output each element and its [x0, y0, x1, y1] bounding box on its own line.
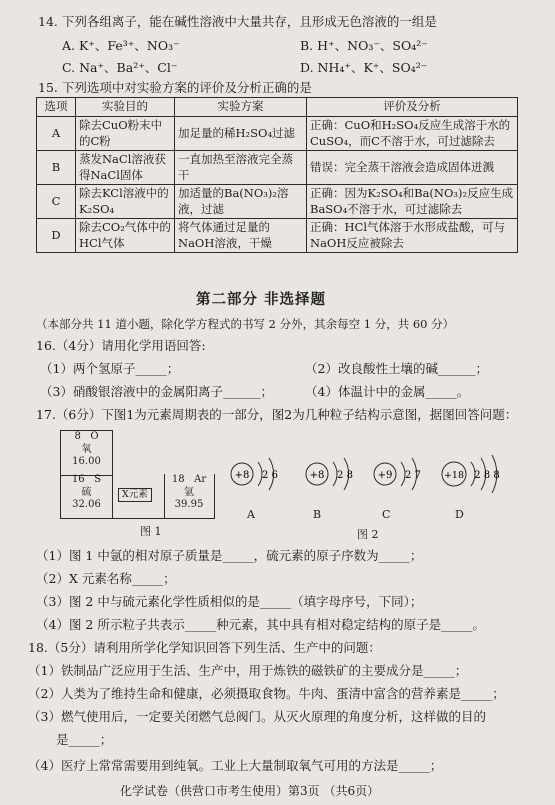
row-plan: 一直加热至溶液完全蒸干: [175, 151, 307, 185]
q16-sub3: （3）硝酸银溶液中的金属阳离子______；: [40, 384, 273, 399]
q18-sub3: （3）燃气使用后，一定要关闭燃气总阀门。从灭火原理的角度分析，这样做的目的: [28, 709, 486, 724]
row-plan: 加足量的稀H₂SO₄过滤: [175, 117, 307, 151]
atom-d: [442, 455, 500, 493]
atom-label-b: B: [313, 508, 322, 521]
page-footer: 化学试卷（供营口市考生使用）第3页 （共6页）: [120, 784, 380, 798]
part2-note: （本部分共 11 道小题，除化学方程式的书写 2 分外，其余每空 1 分，共 60 分）: [36, 317, 455, 331]
row-goal: 除去CO₂气体中的HCl气体: [76, 219, 175, 253]
row-option: A: [37, 117, 76, 151]
atom-a: [231, 458, 278, 490]
row-plan: 加适量的Ba(NO₃)₂溶液，过滤: [175, 185, 307, 219]
q18-sub4: （4）医疗上常常需要用到纯氧。工业上大量制取氧气可用的方法是_____；: [28, 758, 443, 773]
table-header-row: [37, 98, 518, 117]
table-row: [37, 219, 518, 253]
q17-sub2: （2）X 元素名称_____；: [36, 571, 176, 586]
header-eval: 评价及分析: [307, 98, 518, 117]
pt-symbol: S: [94, 474, 102, 485]
q14-option-d: D. NH₄⁺、K⁺、SO₄²⁻: [300, 60, 428, 75]
q17-sub3: （3）图 2 中与硫元素化学性质相似的是_____（填字母序号，下同）；: [36, 594, 423, 609]
table-row: [37, 117, 518, 151]
pt-cell-x: [111, 474, 165, 519]
atom-label-d: D: [455, 508, 464, 521]
figure-2-caption: 图 2: [357, 528, 379, 541]
atom-a-nucleus: +8: [234, 470, 250, 481]
row-eval: 正确：CuO和H₂SO₄反应生成溶于水的CuSO₄，而C不溶于水，可过滤除去: [307, 117, 518, 151]
atom-a-shells: 2 6: [262, 470, 278, 481]
q17-sub4: （4）图 2 所示粒子共表示_____种元素，其中具有相对稳定结构的原子是_____。: [36, 617, 485, 632]
row-eval: 正确：因为K₂SO₄和Ba(NO₃)₂反应生成BaSO₄不溶于水，可过滤除去: [307, 185, 518, 219]
pt-x-label: X元素: [118, 488, 152, 502]
header-plan: 实验方案: [175, 98, 307, 117]
q14-option-c: C. Na⁺、Ba²⁺、Cl⁻: [62, 60, 178, 75]
q14-option-a: A. K⁺、Fe³⁺、NO₃⁻: [62, 38, 180, 53]
row-goal: 除去CuO粉末中的C粉: [76, 117, 175, 151]
pt-mass: 32.06: [72, 499, 101, 510]
pt-number: 16: [71, 474, 85, 485]
q18-sub1: （1）铁制品广泛应用于生活、生产中，用于炼铁的磁铁矿的主要成分是_____；: [28, 663, 468, 678]
q17-stem: 17.（6分）下图1为元素周期表的一部分，图2为几种粒子结构示意图，据图回答问题：: [36, 407, 518, 422]
atom-d-shells: 2 8 8: [474, 470, 500, 481]
pt-name: 氩: [184, 486, 194, 498]
figure-1-caption: 图 1: [140, 525, 162, 538]
row-goal: 除去KCl溶液中的K₂SO₄: [76, 185, 175, 219]
atom-b-nucleus: +8: [309, 470, 325, 481]
row-option: D: [37, 219, 76, 253]
q18-sub3-continued: 是_____；: [56, 732, 113, 747]
pt-number: 8: [74, 431, 81, 442]
q16-sub4: （4）体温计中的金属_____。: [305, 384, 470, 399]
row-option: C: [37, 185, 76, 219]
pt-cell-oxygen: [60, 430, 113, 476]
row-option: B: [37, 151, 76, 185]
atom-label-c: C: [382, 508, 391, 521]
row-goal: 蒸发NaCl溶液获得NaCl固体: [76, 151, 175, 185]
pt-number: 18: [171, 474, 185, 485]
pt-name: 硫: [81, 486, 92, 498]
part2-title: 第二部分 非选择题: [196, 292, 327, 308]
atom-c-shells: 2 7: [405, 470, 421, 481]
table-row: [37, 151, 518, 185]
header-goal: 实验目的: [76, 98, 175, 117]
pt-symbol: Ar: [194, 474, 207, 485]
header-option: 选项: [37, 98, 76, 117]
atom-c: [374, 458, 421, 490]
pt-mass: 39.95: [174, 499, 204, 510]
row-plan: 将气体通过足量的NaOH溶液，干燥: [175, 219, 307, 253]
pt-cell-argon: [164, 474, 215, 519]
atom-label-a: A: [247, 508, 255, 521]
q15-table: [36, 97, 518, 253]
pt-mass: 16.00: [72, 456, 101, 467]
atom-c-nucleus: +9: [377, 470, 393, 481]
q16-sub1: （1）两个氢原子_____；: [40, 361, 180, 376]
atom-b: [306, 458, 353, 490]
row-eval: 错误：完全蒸干溶液会造成固体迸溅: [307, 151, 518, 185]
atom-d-nucleus: +18: [443, 470, 465, 481]
row-eval: 正确：HCl气体溶于水形成盐酸，可与NaOH反应被除去: [307, 219, 518, 253]
atom-diagrams: [222, 450, 512, 510]
q14-stem: 14. 下列各组离子，能在碱性溶液中大量共存，且形成无色溶液的一组是: [38, 14, 437, 29]
pt-name: 氧: [81, 443, 92, 455]
atom-b-shells: 2 8: [337, 470, 353, 481]
pt-symbol: O: [90, 431, 99, 442]
q18-stem: 18.（5分）请利用所学化学知识回答下列生活、生产中的问题：: [28, 640, 381, 655]
q16-stem: 16.（4分）请用化学用语回答:: [36, 338, 206, 353]
q15-stem: 15. 下列选项中对实验方案的评价及分析正确的是: [38, 80, 312, 95]
q18-sub2: （2）人类为了维持生命和健康，必须摄取食物。牛肉、蛋清中富含的营养素是_____；: [28, 686, 505, 701]
q14-option-b: B. H⁺、NO₃⁻、SO₄²⁻: [300, 38, 428, 53]
table-row: [37, 185, 518, 219]
pt-cell-sulfur: [60, 474, 113, 519]
q16-sub2: （2）改良酸性土壤的碱______；: [305, 361, 488, 376]
q17-sub1: （1）图 1 中氩的相对原子质量是_____，硫元素的原子序数为_____；: [36, 548, 423, 563]
